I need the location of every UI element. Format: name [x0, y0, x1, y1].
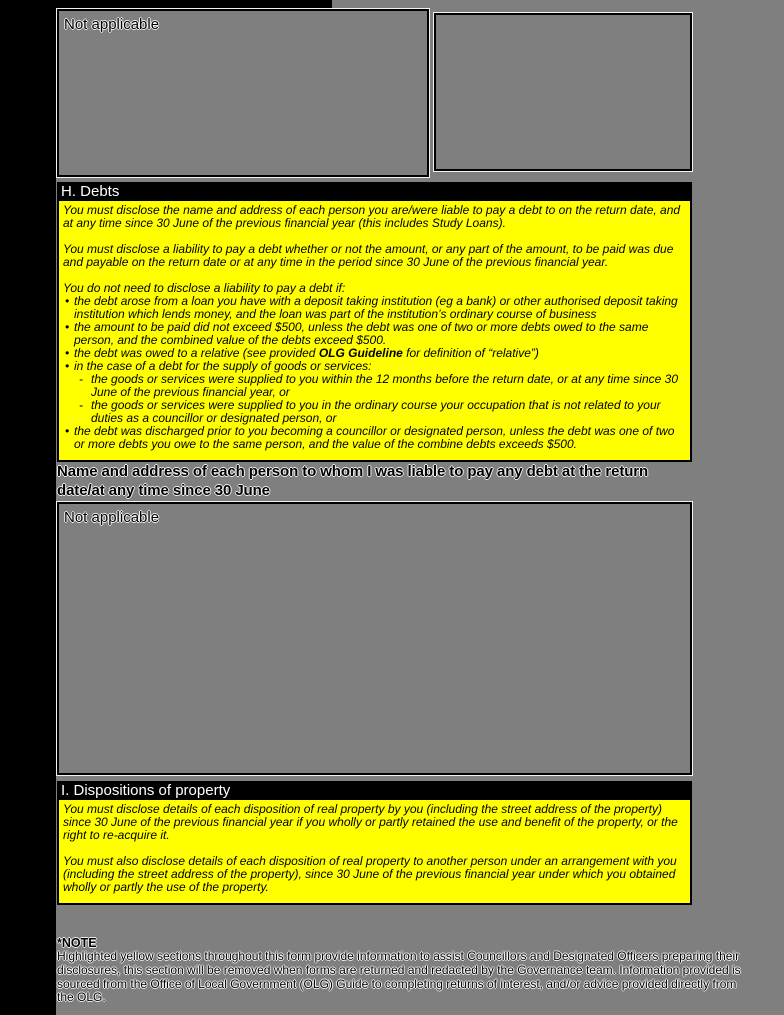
- section-header-debts: H. Debts: [57, 182, 692, 201]
- previous-section-answer-box-right[interactable]: [434, 13, 692, 171]
- olg-guideline-emphasis: OLG Guideline: [318, 346, 403, 360]
- sub-bullet-item: - the goods or services were supplied to you in the ordinary course your occupation that is not related to your duties as a councillor or designated person, or: [79, 398, 661, 425]
- bullet-item: • in the case of a debt for the supply of goods or services:: [65, 359, 372, 373]
- answer-value: Not applicable: [64, 509, 160, 526]
- debts-guidance-para1: You must disclose the name and address of each person you are/were liable to pay a debt to on the return date, and at any time since 30 June of the previous financial year (this includes Study Loans).: [63, 203, 681, 230]
- bullet-item: • the debt was discharged prior to you becoming a councillor or designated person, unless the debt was one of two or more debts you owe to the same person, and the value of the combine debts exceeds $500.: [65, 424, 675, 451]
- bullet-item: • the debt was owed to a relative (see provided OLG Guideline for definition of “relative”): [65, 346, 539, 360]
- page-margin-top-left: [0, 0, 332, 9]
- answer-value: Not applicable: [64, 16, 160, 33]
- dispositions-guidance-para1: You must disclose details of each disposition of real property by you (including the street address of the property) since 30 June of the previous financial year if you wholly or partly retained the use and benefit of the property, or the right to re-acquire it.: [63, 802, 678, 842]
- footnote-body: Highlighted yellow sections throughout this form provide information to assist Councillors and Designated Officers preparing their disclosures, this section will be removed when forms are returned and redacted by the Governance team. Information provided is sourced from the Office of Local Government (OLG) Guide to completing returns of interest, and/or advice provided directly from the OLG.: [57, 949, 741, 1005]
- footnote-title: *NOTE: [57, 936, 97, 950]
- debts-guidance-bullet-list: [63, 295, 685, 451]
- sub-bullet-item: - the goods or services were supplied to you within the 12 months before the return date, or at any time since 30 June of the previous financial year, or: [79, 372, 678, 399]
- debts-guidance-intro: You do not need to disclose a liability to pay a debt if:: [63, 281, 346, 295]
- debts-answer-box[interactable]: [57, 502, 692, 775]
- debts-field-label: Name and address of each person to whom I was liable to pay any debt at the return date/at any time since 30 June: [57, 463, 649, 499]
- dispositions-guidance-para2: You must also disclose details of each disposition of real property to another person under an arrangement with you (including the street address of the property), since 30 June of the previous financial year under which you obtained wholly or partly the use of the property.: [63, 854, 677, 894]
- answer-value: [436, 15, 690, 25]
- previous-section-answer-box-left[interactable]: [57, 9, 429, 177]
- dispositions-guidance-panel: [57, 800, 692, 905]
- section-header-dispositions: I. Dispositions of property: [57, 781, 692, 800]
- debts-guidance-para2: You must disclose a liability to pay a debt whether or not the amount, or any part of the amount, to be paid was due and payable on the return date or at any time in the period since 30 June of the previous financial year.: [63, 242, 674, 269]
- footnote: [57, 936, 747, 1005]
- bullet-item: • the debt arose from a loan you have with a deposit taking institution (eg a bank) or other authorised deposit taking institution which lends money, and the loan was part of the institution’s ordinary course of business: [65, 294, 678, 321]
- debts-guidance-panel: [57, 201, 692, 462]
- page-margin-left: [0, 0, 56, 1015]
- bullet-item: • the amount to be paid did not exceed $500, unless the debt was one of two or more debts owed to the same person, and the combined value of the debts exceed $500.: [65, 320, 649, 347]
